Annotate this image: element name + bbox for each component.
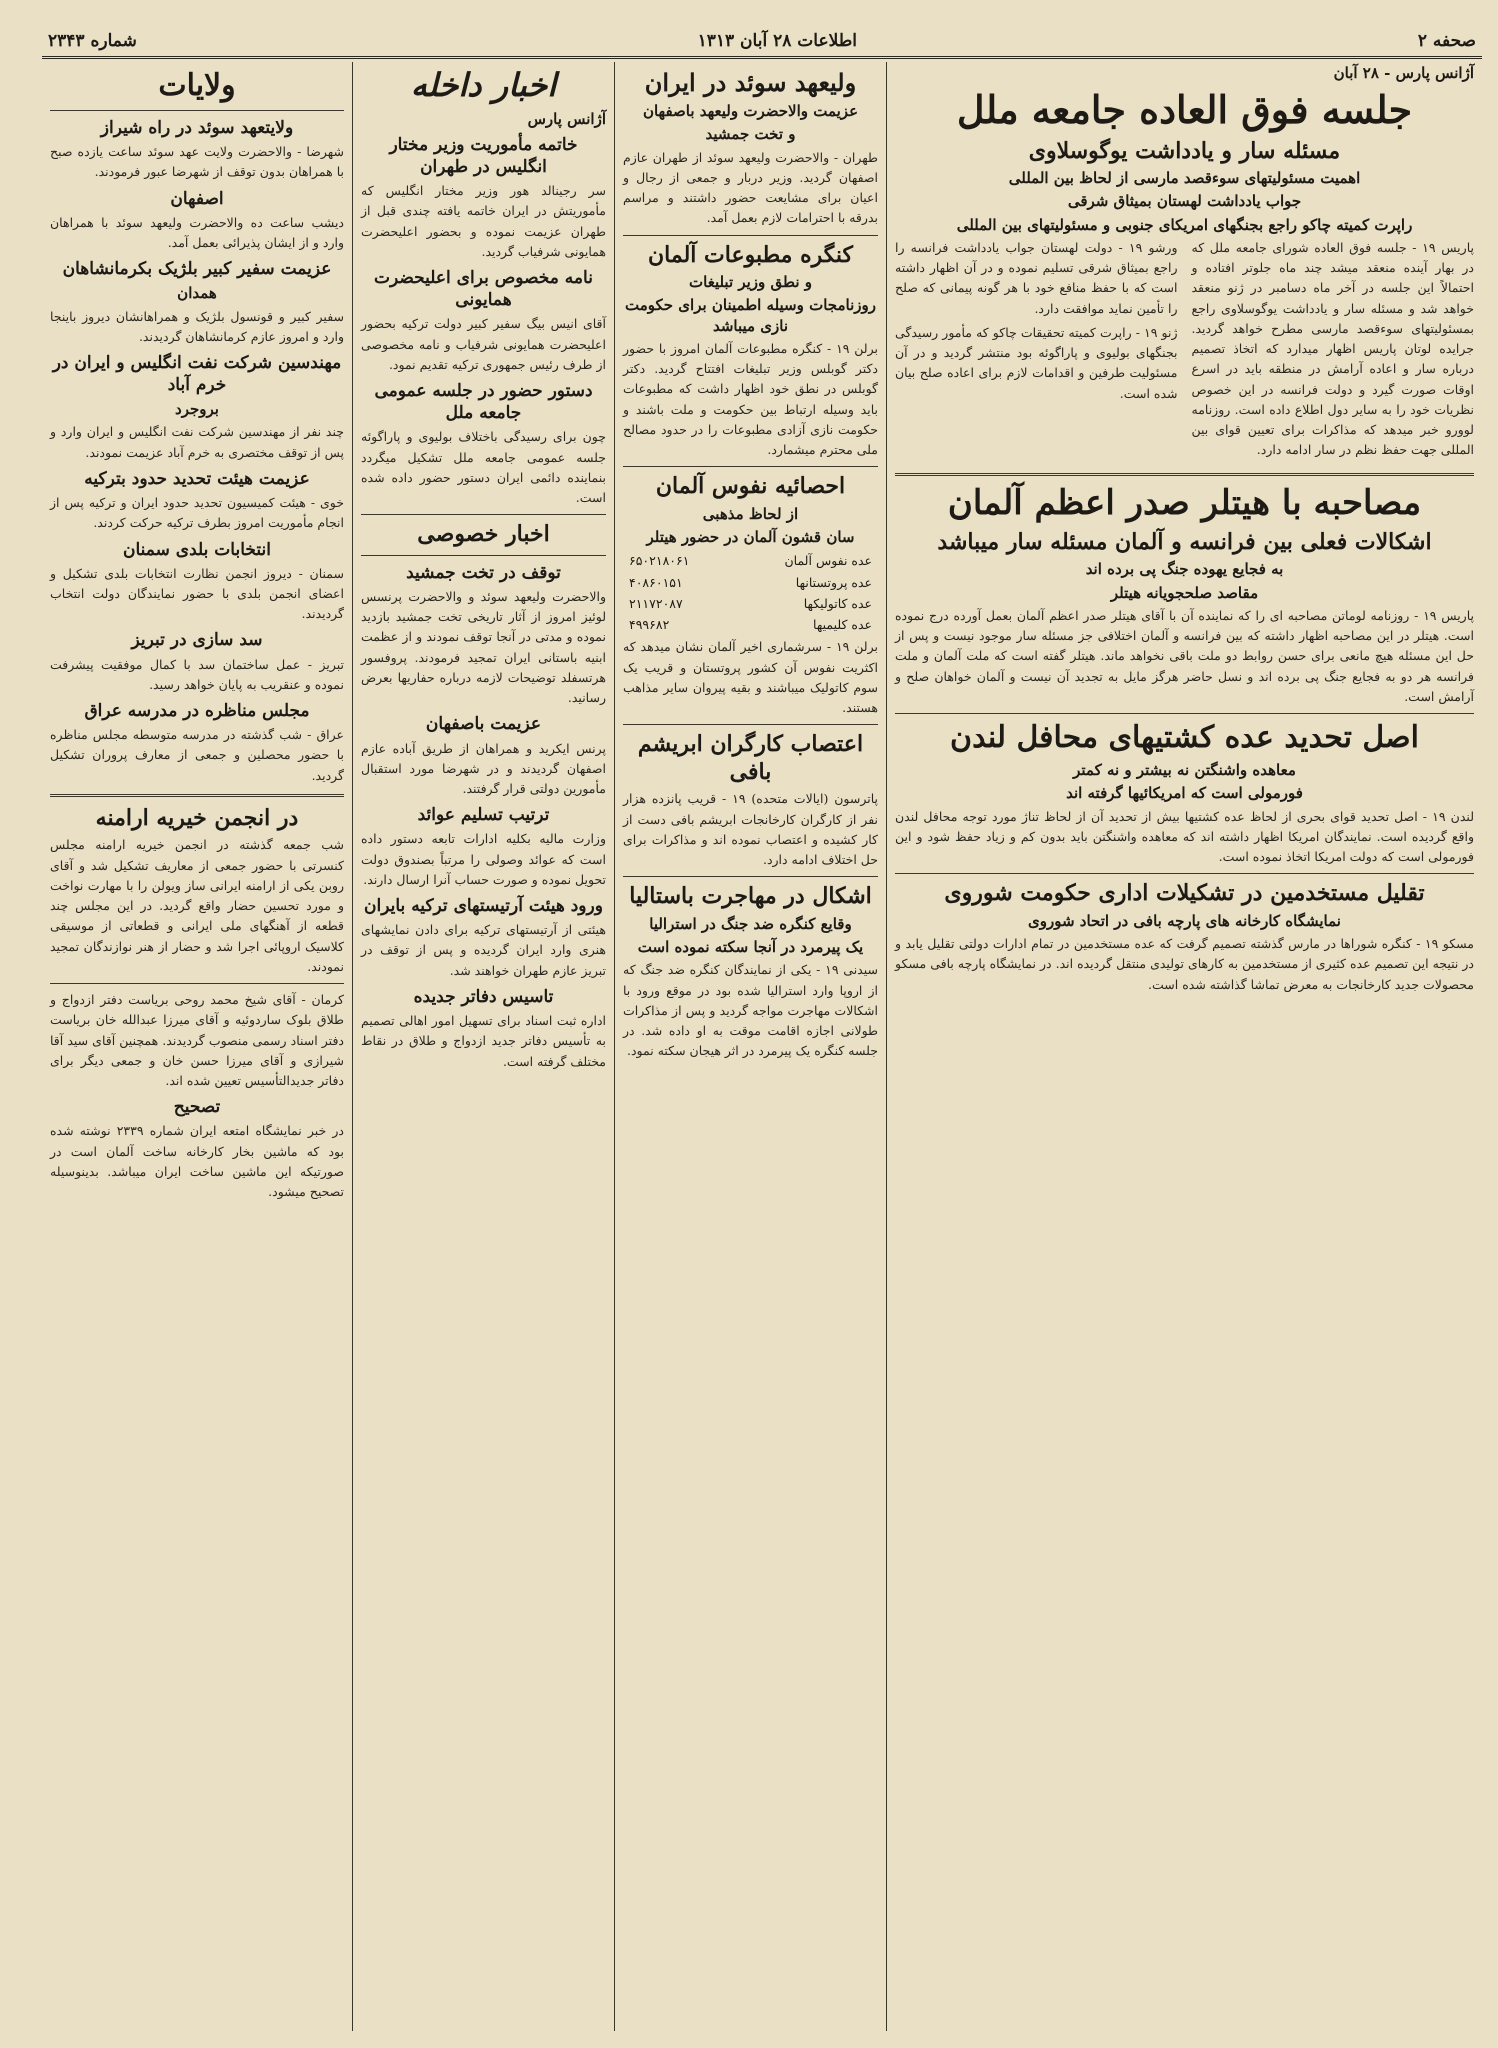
article-paragraph: والاحضرت ولیعهد سوئد و والاحضرت پرنسس لوئیز امروز از آثار تاریخی تخت جمشید بازدید نموده و مدتی در آنجا توقف نمودند و از عظمت ابنیه باستانی ایران تمجید فرمودند. پروفسور هرتسفلد توضیحات لازمه درباره حفاریها بعرض رسانید. <box>361 588 606 706</box>
article-paragraph: برلن ۱۹ - کنگره مطبوعات آلمان امروز با حضور دکتر گوبلس وزیر تبلیغات افتتاح گردید. دکتر گوبلس در نطق خود اظهار داشت که مطبوعات باید وسیله ارتباط بین حکومت و ملت باشند و حکومت نازی آزادی مطبوعات را در حدود مصالح ملی محترم میشمارد. <box>623 340 878 457</box>
column-provinces <box>42 62 352 2031</box>
article-paragraph: وزارت مالیه بکلیه ادارات تابعه دستور داده است که عوائد وصولی را مرتباً بصندوق دولت تحویل نموده و صورت حساب آنرا ارسال دارند. <box>361 831 606 887</box>
article-paragraph: سمنان - دیروز انجمن نظارت انتخابات بلدی تشکیل و اعضای انجمن بلدی با حضور نمایندگان دولت انتخاب گردیدند. <box>50 565 344 622</box>
subhead-war-horrors: به فجایع یهوده جنگ پی برده اند <box>1085 560 1284 579</box>
article-paragraph: ژنو ۱۹ - راپرت کمیته تحقیقات چاکو که مأمور رسیدگی بجنگهای بولیوی و پاراگوئه بود منتشر گردید و در آن مسئولیت طرفین و اقدامات لازم برای اعاده صلح بیان شده است. <box>895 324 1178 401</box>
subhead-chaco: راپرت کمیته چاکو راجع بجنگهای امریکای جنوبی و مسئولیتهای بین المللی <box>956 215 1413 234</box>
subhead-army-review: سان قشون آلمان در حضور هیتلر <box>646 528 855 546</box>
column-international <box>886 62 1482 2031</box>
headline-oil-engineers: مهندسین شرکت نفت انگلیس و ایران در خرم آباد <box>52 353 342 396</box>
section-divider <box>623 466 878 467</box>
subhead-isfahan: عزیمت والاحضرت ولیعهد باصفهان <box>642 102 859 120</box>
article-paragraph: شهرضا - والاحضرت ولایت عهد سوئد ساعت یازده صبح با همراهان بدون توقف از شهرضا عبور فرمودند. <box>50 144 344 180</box>
article-paragraph: خوی - هیئت کمیسیون تحدید حدود ایران و ترکیه پس از انجام مأموریت امروز بطرف ترکیه حرکت کردند. <box>50 495 344 531</box>
section-divider <box>623 724 878 725</box>
headline-german-census: احصائیه نفوس آلمان <box>655 473 846 500</box>
article-paragraph: در خبر نمایشگاه امتعه ایران شماره ۲۳۳۹ نوشته شده بود که ماشین بخار کارخانه ساخت آلمان است در صورتیکه این ماشین ساخت ایران میباشد. بدینوسیله تصحیح میشود. <box>50 1123 344 1200</box>
census-row: عده پروتستانها ۴۰۸۶۰۱۵۱ <box>629 574 872 590</box>
subhead-poland: جواب یادداشت لهستان بمیثاق شرقی <box>1067 192 1302 211</box>
article-paragraph: دیشب ساعت ده والاحضرت ولیعهد سوئد با همراهان وارد و از ایشان پذیرائی بعمل آمد. <box>50 214 344 250</box>
headline-league-session: دستور حضور در جلسه عمومی جامعه ملل <box>374 381 593 424</box>
page-number: صحفه ۲ <box>1417 31 1476 51</box>
headline-german-press: کنگره مطبوعات آلمان <box>647 241 853 268</box>
subhead-peaceful-aims: مقاصد صلحجویانه هیتلر <box>1110 583 1259 602</box>
issue-date: اطلاعات ۲۸ آبان ۱۳۱۳ <box>697 31 858 51</box>
section-divider <box>895 713 1474 714</box>
headline-persepolis-stay: توقف در تخت جمشید <box>406 562 561 583</box>
section-title-private: اخبار خصوصی <box>417 521 550 548</box>
article-paragraph: چون برای رسیدگی باختلاف بولیوی و پاراگوئه جلسه عمومی جامعه ملل تشکیل میگردد بنماینده دائمی ایران دستور حضور داده شده است. <box>361 429 606 506</box>
section-divider <box>623 876 878 877</box>
headline-tabriz-dam: سد سازی در تبریز <box>131 630 263 651</box>
headline-prince-to-shiraz: ولایتعهد سوئد در راه شیراز <box>100 118 294 138</box>
section-divider <box>50 983 344 984</box>
subhead-persepolis: و تخت جمشید <box>705 125 796 144</box>
subhead-washington-treaty: معاهده واشنگتن نه بیشتر و نه کمتر <box>1073 761 1296 780</box>
census-row: عده نفوس آلمان ۶۵۰۲۱۸۰۶۱ <box>629 553 872 569</box>
article-league-body <box>895 238 1474 465</box>
subhead-textile-exhibition: نمایشگاه کارخانه های پارچه بافی در اتحاد شوروی <box>1028 911 1341 930</box>
census-row: عده کاتولیکها ۲۱۱۷۲۰۸۷ <box>629 595 872 611</box>
section-title-provinces: ولایات <box>158 68 236 103</box>
headline-naval-limits: اصل تحدید عده کشتیهای محافل لندن <box>950 720 1419 756</box>
headline-border-commission: عزیمت هیئت تحدید حدود بترکیه <box>84 468 310 489</box>
article-paragraph: چند نفر از مهندسین شرکت نفت انگلیس و ایران وارد و پس از توقف مختصری به خرم آباد عزیمت نمودند. <box>50 424 344 460</box>
article-paragraph: تبریز - عمل ساختمان سد با کمال موفقیت پیشرفت نموده و عنقریب به پایان خواهد رسید. <box>50 656 344 692</box>
census-row: عده کلیمیها ۴۹۹۶۸۲ <box>629 617 872 632</box>
headline-isfahan: اصفهان <box>170 188 224 209</box>
subhead-religion: از لحاظ مذهبی <box>702 504 799 523</box>
subhead-saar: مسئله سار و یادداشت یوگوسلاوی <box>1028 137 1341 164</box>
headline-australia-immigration: اشکال در مهاجرت باستالیا <box>629 883 872 910</box>
dateline-borujerd: بروجرد <box>175 400 219 419</box>
agency-line: آژانس پارس <box>527 110 606 128</box>
article-paragraph: پاریس ۱۹ - روزنامه لوماتن مصاحبه ای را که نماینده آن با آقای هیتلر صدر اعظم آلمان بعمل آورده درج نموده است. هیتلر در این مصاحبه اظهار داشته که بین فرانسه و آلمان اختلافی جز مسئله سار موجود نیست و پس از حل این مسئله هیچ مانعی برای حسن روابط دو ملت باقی نخواهد ماند. هیتلر گفته است که ملت آلمان و ملت فرانسه هر دو به فجایع جنگ پی برده اند و نسل حاضر هرگز مایل به تجدید آن نیست و آلمان خواهان صلح و آرامش است. <box>895 607 1475 704</box>
column-swedish-prince <box>614 62 886 2031</box>
article-paragraph: سیدنی ۱۹ - یکی از نمایندگان کنگره ضد جنگ که از اروپا وارد استرالیا شده بود در موقع ورود با اشکالات مهاجرت مواجه گردید و پس از مذاکرات طولانی اجازه اقامت موقت به او داده شد. در جلسه کنگره یک پیرمرد در اثر هیجان سکته نمود. <box>623 962 878 1059</box>
subhead-propaganda-minister: و نطق وزیر تبلیغات <box>689 273 812 291</box>
subhead-american-formula: فورمولی است که امریکائیها گرفته اند <box>1066 784 1303 803</box>
article-paragraph: شب جمعه گذشته در انجمن خیریه ارامنه مجلس کنسرتی با حضور جمعی از معاریف تشکیل شد و آقای روبن یکی از ارامنه ایرانی ساز ویولن را با مهارت نواخت و مورد تحسین حضار واقع گردید. در این مجلس چند قطعه از آهنگهای ملی ایرانی و قطعاتی از موسیقی کلاسیک اروپائی اجرا شد و حضار از هنر نوازندگان تمجید نمودند. <box>50 837 344 974</box>
article-paragraph: اداره ثبت اسناد برای تسهیل امور اهالی تصمیم به تأسیس دفاتر جدید ازدواج و طلاق در نقاط مختلف گرفته است. <box>361 1013 606 1069</box>
article-paragraph: پاریس ۱۹ - جلسه فوق العاده شورای جامعه ملل که در بهار آینده منعقد میشد چند ماه جلوتر افتاده و احتمالاً این جلسه در آخر ماه دسامبر در ژنو منعقد خواهد شد و مسئله سار و یادداشت یوگوسلاوی راجع بمسئولیتهای سوءقصد مارسی مطرح خواهد گردید. جرایده لوتان پاریس اظهار میدارد که اتخاذ تصمیم درباره سار و اعاده آرامش در منطقه باید در اسرع اوقات صورت گیرد و دولت فرانسه در این خصوص نظریات خود را به سایر دول اطلاع داده است. روزنامه لوورو خبر میدهد که مذاکرات برای تعیین قوای بین المللی جهت حفظ نظم در سار ادامه دارد. <box>1191 239 1474 458</box>
article-paragraph: هیئتی از آرتیستهای ترکیه برای دادن نمایشهای هنری وارد ایران گردیده و پس از توقف در تبریز عازم طهران خواهند شد. <box>361 922 606 978</box>
headline-swedish-prince: ولیعهد سوئد در ایران <box>644 68 857 97</box>
article-paragraph: لندن ۱۹ - اصل تحدید قوای بحری از لحاظ عده کشتیها بیش از تحدید آن از لحاظ تناژ مورد توجه محافل لندن واقع گردیده است. نمایندگان امریکا اظهار داشته اند که معاهده واشنگتن باید بدون کم و زیاد حفظ شود و این فورمولی است که دولت امریکا اتخاذ نموده است. <box>895 808 1474 865</box>
subhead-marseille: اهمیت مسئولیتهای سوءقصد مارسی از لحاظ بین المللی <box>1008 169 1361 188</box>
headline-belgian-ambassador: عزیمت سفیر کبیر بلژیک بکرمانشاهان <box>62 259 332 280</box>
agency-line: آژانس پارس - ۲۸ آبان <box>1333 64 1474 82</box>
headline-silk-strike: اعتصاب کارگران ابریشم بافی <box>637 731 864 785</box>
headline-soviet-staff-cut: تقلیل مستخدمین در تشکیلات اداری حکومت شوروی <box>944 880 1425 907</box>
article-paragraph: عراق - شب گذشته در مدرسه متوسطه مجلس مناظره با حضور محصلین و جمعی از معارف پروران تشکیل گردید. <box>50 727 344 783</box>
section-divider <box>895 473 1474 476</box>
article-paragraph: کرمان - آقای شیخ محمد روحی بریاست دفتر ازدواج و طلاق بلوک ساردوئیه و آقای میرزا عبدالله خان بریاست دفتر اسناد رسمی منصوب گردیدند. همچنین آقای سید آقا شیرازی و آقای میرزا حسن خان و جمعی دیگر برای دفاتر جدیدالتأسیس تعیین شده اند. <box>50 992 344 1089</box>
column-domestic-news <box>352 62 614 2031</box>
census-table <box>629 550 872 635</box>
article-paragraph: پاترسون (ایالات متحده) ۱۹ - قریب پانزده هزار نفر از کارگران کارخانجات ابریشم بافی دست از کار کشیده و اعتصاب نموده اند و مذاکرات برای حل اختلاف ادامه دارد. <box>623 791 878 867</box>
article-paragraph: طهران - والاحضرت ولیعهد سوئد از طهران عازم اصفهان گردید. وزیر دربار و جمعی از رجال و اعیان برای مشایعت حضور داشتند و مراسم بدرقه با احترامات لازم بعمل آمد. <box>623 149 878 226</box>
section-divider <box>361 555 606 556</box>
section-divider <box>623 235 878 236</box>
subhead-antiwar-congress: وقایع کنگره ضد جنگ در استرالیا <box>649 914 852 933</box>
article-paragraph: سر رجینالد هور وزیر مختار انگلیس که مأموریتش در ایران خاتمه یافته چندی قبل از طهران عزیمت نموده و بحضور اعلیحضرت همایونی شرفیاب گردید. <box>361 183 606 259</box>
subhead-old-man: یک پیرمرد در آنجا سکته نموده است <box>637 938 864 956</box>
headline-to-isfahan: عزیمت باصفهان <box>425 714 542 735</box>
masthead <box>42 26 1482 59</box>
section-title-domestic: اخبار داخله <box>410 66 557 104</box>
section-divider <box>50 794 344 797</box>
article-paragraph: آقای انیس بیگ سفیر کبیر دولت ترکیه بحضور اعلیحضرت همایونی شرفیاب و نامه مخصوصی از طرف رئیس جمهوری ترکیه تقدیم نمود. <box>361 316 606 372</box>
subhead-france-germany: اشکالات فعلی بین فرانسه و آلمان مسئله سار میباشد <box>937 528 1432 555</box>
section-divider <box>50 110 344 111</box>
issue-number: شماره ۲۳۴۳ <box>48 31 137 51</box>
headline-semnan-elections: انتخابات بلدی سمنان <box>123 539 271 560</box>
section-divider <box>361 514 606 515</box>
headline-turkish-artists: ورود هیئت آرتیستهای ترکیه بایران <box>364 896 603 917</box>
article-paragraph: ورشو ۱۹ - دولت لهستان جواب یادداشت فرانسه را راجع بمیثاق شرقی تسلیم نموده و در آن اظهار داشته است که با حفظ منافع خود با هر گونه پیمانی که صلح را تأمین نماید موافقت دارد. <box>895 239 1178 316</box>
article-paragraph: سفیر کبیر و قونسول بلژیک و همراهانشان دیروز باینجا وارد و امروز عازم کرمانشاهان گردیدند. <box>50 308 344 344</box>
headline-debate-arak: مجلس مناظره در مدرسه عراق <box>84 701 310 721</box>
headline-british-envoy: خاتمه مأموریت وزیر مختار انگلیس در طهران <box>389 135 578 178</box>
headline-hitler-interview: مصاحبه با هیتلر صدر اعظم آلمان <box>947 482 1422 523</box>
headline-revenue: ترتیب تسلیم عوائد <box>417 805 550 826</box>
article-paragraph: مسکو ۱۹ - کنگره شوراها در مارس گذشته تصمیم گرفت که عده مستخدمین در تمام ادارات دولتی تقلیل یابد و در نتیجه این تصمیم عده کثیری از مستخدمین به کارهای تولیدی منتقل گردیده اند. در نمایشگاه پارچه بافی مسکو محصولات جدید کارخانجات به معرض تماشا گذاشته شده است. <box>895 936 1474 992</box>
headline-armenian-charity: در انجمن خیریه ارامنه <box>95 804 299 831</box>
headline-correction: تصحیح <box>173 1097 221 1118</box>
headline-league-of-nations: جلسه فوق العاده جامعه ملل <box>956 87 1413 132</box>
article-paragraph: پرنس ایکرید و همراهان از طریق آباده عازم اصفهان گردیدند و در شهرضا مورد استقبال مأمورین دولتی قرار گرفتند. <box>361 740 606 796</box>
article-paragraph: برلن ۱۹ - سرشماری اخیر آلمان نشان میدهد که اکثریت نفوس آن کشور پروتستان و قریب یک سوم کاتولیک میباشند و بقیه پیروان سایر مذاهب هستند. <box>623 639 878 715</box>
headline-royal-letter: نامه مخصوص برای اعلیحضرت همایونی <box>374 268 593 311</box>
headline-new-registries: تاسیس دفاتر جدیده <box>413 986 554 1007</box>
section-divider <box>895 873 1474 874</box>
dateline-hamadan: همدان <box>177 284 217 303</box>
subhead-nazi-press: روزنامجات وسیله اطمینان برای حکومت نازی میباشد <box>625 296 876 335</box>
newspaper-page <box>42 26 1482 2031</box>
